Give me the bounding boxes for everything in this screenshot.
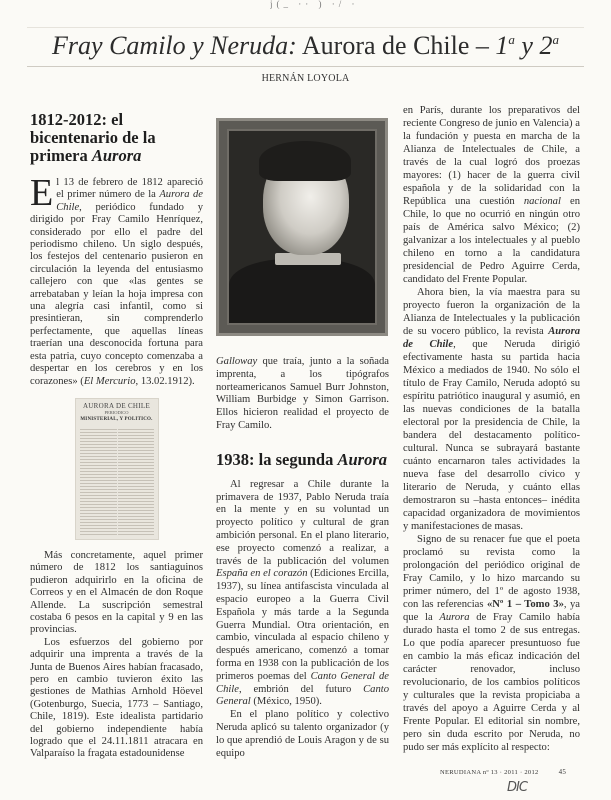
- paragraph: En el plano político y colectivo Neruda aplicó su talento organizador (y lo que aprendió de Louis Aragon y de su equipo: [216, 709, 389, 759]
- newspaper-subtitle-2: MINISTERIAL, Y POLITICO.: [80, 416, 153, 422]
- paragraph: [403, 286, 580, 533]
- column-2: [216, 118, 389, 760]
- title-rule-bottom: [27, 66, 584, 67]
- section-heading-1812: [30, 111, 203, 165]
- fray-camilo-portrait-image: [216, 118, 388, 336]
- column-3: [403, 104, 580, 754]
- newspaper-masthead: [76, 399, 158, 423]
- paragraph: [403, 533, 580, 754]
- page-footer: [440, 768, 566, 777]
- heading-italic: Aurora: [91, 146, 142, 165]
- text-run: l 13 de febrero de 1812 apareció el primer número de la: [56, 177, 203, 201]
- text-italic: El Mercurio: [83, 375, 136, 387]
- title-two: 2: [539, 31, 553, 60]
- article-title: [0, 30, 611, 62]
- text-run: en París, durante los preparativos del reciente Congreso de junio en Valencia) a la fundación y puesta en marcha de la Alianza de Intelectuales de Chile, a través de la cual logró dos proezas mayores: (1) hacer de la guerra civil española y de la solidaridad con la República una cuestión: [403, 105, 580, 207]
- title-roman-part: Aurora de Chile –: [296, 31, 496, 60]
- paragraph: [30, 172, 203, 388]
- heading-text: 1812-2012: el bicentenario de la primera: [30, 110, 156, 165]
- text-run: (México, 1950).: [250, 696, 322, 708]
- section-heading-1938: [216, 451, 389, 469]
- text-run: , periódico fundado y dirigido por Fray Camilo Henríquez, considerado por ello el padre del periodismo chileno. Un siglo después, los festejos del centenario pusieron en circulación la leyenda del entusiasmo callejero con que «las gentes se arrebataban y leían la hoja impresa con una alegría casi infantil, como si presintieran, sin comprenderlo perfectamente, que aquellas líneas traerían una desconocida fortuna para esta patria, cuyo concepto comenzaba a despertar en los cerebros y en los corazones» (: [30, 201, 203, 387]
- text-run: (Ediciones Ercilla, 1937), su línea antifascista vinculada al espacio europeo a la Guerra Civil Española y más tarde a la Segunda Guerra Mundial. Otra orientación, en cambio, vinculada al espacio chileno y después americano, comenzó a tomar forma en 1938 con la publicación de los primeros poemas del: [216, 568, 389, 682]
- handwritten-initials: DIC: [507, 780, 527, 795]
- paragraph: Los esfuerzos del gobierno por adquirir una imprenta a través de la Junta de Buenos Aires habían fracasado, pero en cambio tuvieron éxito las gestiones de Mathias Arnhold Höevel (Gotenburgo, Suecia, 1773 – Santiago, Chile, 1819). Este idealista partidario del gobierno independiente había logrado que el 24.11.1811 atracara en Valparaíso la fragata estadounidense: [30, 636, 203, 760]
- text-italic: Canto General: [216, 683, 389, 708]
- title-rule-top: [27, 27, 584, 28]
- cropped-header-remnant: j(_ ·· ) ·/ ·: [270, 0, 359, 9]
- text-italic: nacional: [523, 196, 561, 207]
- text-run: , embrión del futuro: [238, 683, 364, 695]
- text-run: , 13.02.1912).: [135, 375, 195, 387]
- newspaper-column-separator: [117, 429, 118, 535]
- title-sup-one: a: [508, 32, 515, 47]
- column-1: [30, 111, 203, 761]
- paragraph: [216, 356, 389, 433]
- paragraph: Más concretamente, aquel primer número de 1812 los santiaguinos pudieron adquirirlo en la oficina de Correos y en el Almacén de don Roque Allende. La suscripción semestral costaba 6 pesos en la capital y 9 en las provincias.: [30, 549, 203, 636]
- text-italic: Galloway: [216, 356, 258, 367]
- text-run: que traía, junto a la soñada imprenta, a los tipógrafos norteamericanos Samuel Burr Johnston, William Burbidge y Simon Garrison. Ellos hicieron realidad el proyecto de Fray Camilo.: [216, 356, 389, 431]
- text-bold: «Nº 1 – Tomo 3»: [486, 599, 564, 610]
- newspaper-facsimile-image: [75, 398, 159, 540]
- text-run: Ahora bien, la vía maestra para su proyecto fueron la organización de la Alianza de Intelectuales y la publicación de su vocero público, la revista: [403, 287, 580, 337]
- text-run: Signo de su renacer fue que el poeta proclamó su revista como la prolongación del periódico original de Fray Camilo, y lo hizo marcando su primer número, del 1º de agosto 1938, con las referencias: [403, 534, 580, 610]
- text-run: , que Neruda dirigió efectivamente hasta su partida hacia México a mediados de 1940. No sólo el título de Fray Camilo, Neruda adoptó su espíritu patriótico inaugural y asumió, en las nuevas condiciones de la batalla electoral por la presidencia de Chile, la bandera del destacamento político-cultural. Nunca se subrayará bastante cuánto encarnaron tales actividades la nueva fase del desarrollo cívico y literario de Neruda, y cuánto ellas demostraron su –hasta entonces– inédita capacidad organizadora de movimientos y manifestaciones de masas.: [403, 339, 580, 532]
- drop-cap: E: [30, 172, 54, 214]
- title-y: y: [514, 31, 540, 60]
- portrait-canvas: [227, 129, 377, 325]
- text-run: en Chile, lo que no ocurrió en ningún otro país de América salvo México; (2) galvanizar a los intelectuales y al pueblo chileno en torno a la candidatura presidencial de Pedro Aguirre Cerda, candidato del Frente Popular.: [403, 196, 580, 285]
- text-italic: Aurora: [439, 612, 470, 623]
- page-number: 45: [558, 768, 567, 776]
- paragraph: [403, 104, 580, 286]
- title-italic-part: Fray Camilo y Neruda:: [52, 31, 297, 60]
- text-italic: España en el corazón: [216, 568, 308, 580]
- portrait-robe: [229, 259, 375, 323]
- title-sup-two: a: [552, 32, 559, 47]
- text-bold-italic: Aurora de Chile: [403, 326, 580, 350]
- newspaper-subtitle: PERIODICO: [104, 409, 129, 415]
- text-run: de Fray Camilo había durado hasta el tomo 2 de sus entregas. Lo que podía aparecer presuntuoso fue en cambio la más eficaz indicación del carácter renovador, incluso revolucionario, de los cambios políticos y culturales que la revista propiciaba a través del apoyo a Aguirre Cerda y al Frente Popular. El editorial sin nombre, pero sin duda escrito por Neruda, no pudo ser más explícito al respecto:: [403, 612, 580, 753]
- text-italic: Aurora de Chile: [56, 189, 203, 213]
- text-italic: Canto General de Chile: [216, 670, 389, 695]
- title-one: 1: [495, 31, 509, 60]
- paragraph: [216, 479, 389, 709]
- text-run: Al regresar a Chile durante la primavera de 1937, Pablo Neruda traía en la mente y en su voluntad un proyecto político y cultural de gran ambición personal. En el plano literario, ese proyecto comenzó a realizar, a través de la publicación del volumen: [216, 478, 389, 567]
- heading-text: 1938: la segunda: [216, 449, 338, 469]
- portrait-hair: [259, 141, 351, 181]
- author-byline: HERNÁN LOYOLA: [261, 73, 350, 84]
- heading-italic: Aurora: [337, 449, 388, 469]
- text-run: , ya que la: [403, 599, 581, 623]
- journal-reference: NERUDIANA nº 13 · 2011 · 2012: [440, 769, 539, 776]
- newspaper-title: AURORA DE CHILE: [82, 401, 151, 410]
